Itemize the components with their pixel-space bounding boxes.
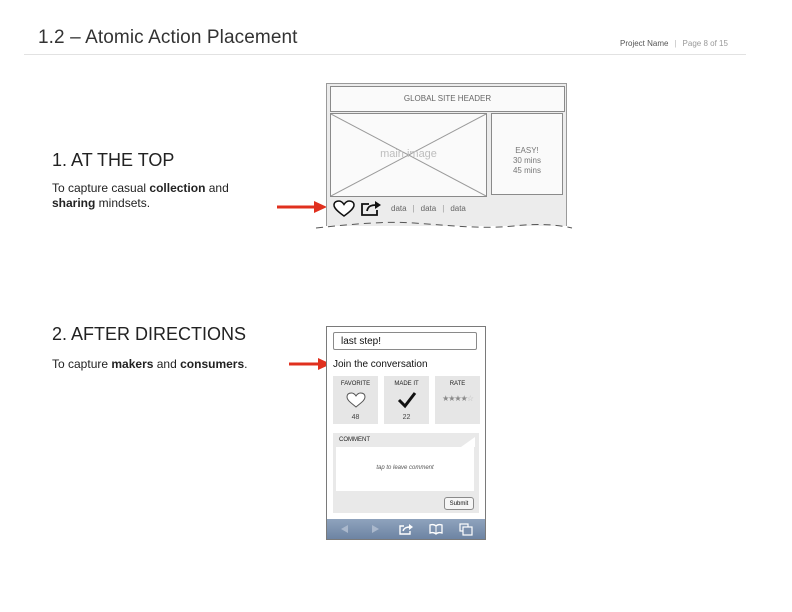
share-icon[interactable] [360, 200, 382, 217]
data-item: data [420, 204, 437, 213]
section2-desc-text: . [244, 357, 248, 371]
header-separator: | [674, 39, 677, 48]
recipe-info-box [491, 113, 563, 195]
heart-icon [346, 392, 366, 409]
rate-tile[interactable] [435, 376, 480, 424]
section2-desc-text: and [153, 357, 181, 371]
pointer-arrow-icon [276, 200, 328, 214]
section2-description [52, 357, 292, 372]
made-it-label: MADE IT [394, 381, 419, 387]
section2-desc-bold-consumers: consumers [180, 357, 245, 371]
section1-desc-text: To capture casual [52, 181, 150, 195]
main-image-label: main image [380, 148, 437, 160]
forward-icon[interactable] [367, 522, 383, 536]
last-step-card: last step! [333, 332, 477, 350]
data-item: data [391, 204, 407, 213]
page-title: 1.2 – Atomic Action Placement [38, 27, 298, 48]
page-curl-icon [461, 437, 475, 447]
made-it-tile[interactable] [384, 376, 429, 424]
section1-description [52, 181, 272, 211]
bookmarks-icon[interactable] [428, 522, 444, 536]
checkmark-icon [397, 391, 417, 409]
data-separator: | [442, 204, 445, 213]
favorite-label: FAVORITE [340, 381, 371, 387]
favorite-tile[interactable] [333, 376, 378, 424]
project-name: Project Name [620, 39, 669, 48]
section1-desc-text: and [205, 181, 229, 195]
page-number: Page 8 of 15 [682, 39, 728, 48]
submit-button[interactable]: Submit [444, 497, 474, 510]
data-row [391, 204, 466, 213]
torn-edge-divider [314, 218, 576, 232]
stars-icon[interactable]: ★★★★☆ [442, 394, 473, 403]
wireframe-frame [326, 83, 567, 226]
section2-desc-bold-makers: makers [111, 357, 154, 371]
made-it-count: 22 [402, 414, 411, 421]
section1-desc-bold-sharing: sharing [52, 196, 96, 210]
section2-heading: 2. AFTER DIRECTIONS [52, 324, 247, 344]
comment-section [333, 433, 479, 513]
top-placement-wireframe [326, 83, 567, 229]
project-info [620, 39, 728, 48]
rate-label: RATE [449, 381, 466, 387]
data-item: data [450, 204, 466, 213]
comment-placeholder: tap to leave comment [376, 465, 434, 471]
tabs-icon[interactable] [458, 522, 474, 536]
heart-icon[interactable] [333, 200, 355, 218]
mobile-phone-mockup [326, 326, 486, 540]
favorite-count: 48 [351, 414, 360, 421]
prep-time: 30 mins [512, 156, 541, 165]
section1-desc-text: mindsets. [95, 196, 151, 210]
comment-label: COMMENT [339, 437, 370, 443]
header-divider [24, 54, 746, 55]
browser-toolbar [327, 519, 485, 539]
global-site-header: GLOBAL SITE HEADER [330, 86, 565, 112]
cook-time: 45 mins [512, 166, 541, 175]
section2-desc-text: To capture [52, 357, 112, 371]
difficulty-label: EASY! [515, 146, 539, 155]
comment-input[interactable] [336, 447, 474, 491]
back-icon[interactable] [337, 522, 353, 536]
section1-heading: 1. AT THE TOP [52, 150, 175, 170]
data-separator: | [412, 204, 415, 213]
main-image-placeholder [330, 113, 487, 197]
join-conversation-heading: Join the conversation [333, 359, 428, 370]
share-icon[interactable] [398, 522, 414, 536]
section1-desc-bold-collection: collection [149, 181, 206, 195]
